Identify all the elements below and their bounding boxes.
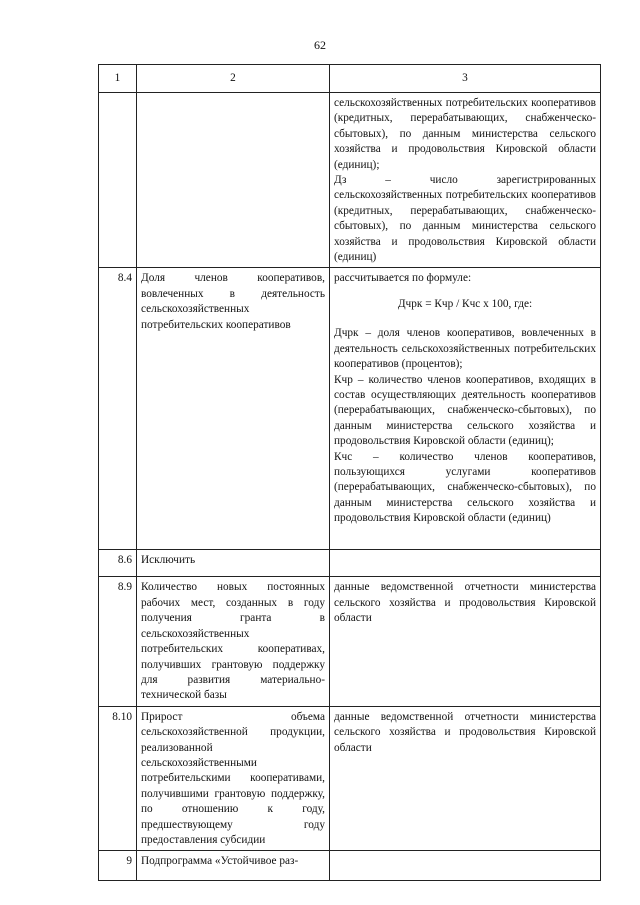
table-header-row <box>99 65 601 93</box>
table-row <box>99 577 601 706</box>
indicator-description <box>330 550 601 577</box>
column-header: 1 <box>99 65 137 93</box>
table-row <box>99 93 601 268</box>
indicator-name <box>137 93 330 268</box>
description-paragraph: Дз – число зарегистрированных сельскохозяйственных потребительских кооперативов (кредитных, перерабатывающих, снабженческо-сбытовых), по данным министерства сельского хозяйства и продовольствия Кировской области (единиц) <box>334 174 596 264</box>
description-paragraph: Кчс – количество членов кооперативов, пользующихся услугами кооперативов (перерабатывающих, снабженческо-сбытовых), по данным министерства сельского хозяйства и продовольствия Кировской области (единиц) <box>334 450 596 525</box>
table-row <box>99 851 601 881</box>
row-number: 9 <box>99 851 137 881</box>
table-row <box>99 550 601 577</box>
indicator-description <box>330 93 601 268</box>
formula: Дчрк = Кчр / Кчс х 100, где: <box>397 297 533 310</box>
indicator-description: данные ведомственной отчетности министерства сельского хозяйства и продовольствия Кировской области <box>330 706 601 851</box>
row-number: 8.9 <box>99 577 137 706</box>
table-row <box>99 706 601 851</box>
indicator-description: данные ведомственной отчетности министерства сельского хозяйства и продовольствия Кировской области <box>330 577 601 706</box>
row-number: 8.4 <box>99 268 137 550</box>
row-number <box>99 93 137 268</box>
description-paragraph: сельскохозяйственных потребительских кооперативов (кредитных, перерабатывающих, снабженческо-сбытовых), по данным министерства сельского хозяйства и продовольствия Кировской области (единиц); <box>334 97 596 171</box>
description-paragraph: Дчрк – доля членов кооперативов, вовлеченных в деятельность сельскохозяйственных потребительских кооперативов (процентов); <box>334 327 596 371</box>
page-number: 62 <box>314 38 326 52</box>
column-header: 2 <box>137 65 330 93</box>
description-paragraph: Кчр – количество членов кооперативов, входящих в состав осуществляющих деятельность кооперативов (перерабатывающих, снабженческо-сбытовых), по данным министерства сельского хозяйства и продовольствия Кировской области (единиц); <box>334 373 596 448</box>
indicator-name: Количество новых постоянных рабочих мест, созданных в году получения гранта в сельскохозяйственных потребительских кооперативах, получивших грантовую поддержку для развития материально-технической базы <box>137 577 330 706</box>
indicator-name: Подпрограмма «Устойчивое раз- <box>137 851 330 881</box>
indicator-table <box>98 64 601 881</box>
indicator-description <box>330 851 601 881</box>
indicator-name: Доля членов кооперативов, вовлеченных в деятельность сельскохозяйственных потребительских кооперативов <box>137 268 330 550</box>
row-number: 8.6 <box>99 550 137 577</box>
indicator-description <box>330 268 601 550</box>
description-intro: рассчитывается по формуле: <box>334 272 472 285</box>
indicator-name: Исключить <box>137 550 330 577</box>
table-row <box>99 268 601 550</box>
row-number: 8.10 <box>99 706 137 851</box>
column-header: 3 <box>330 65 601 93</box>
indicator-name: Прирост объема сельскохозяйственной продукции, реализованной сельскохозяйственными потребительскими кооперативами, получившими грантовую поддержку, по отношению к году, предшествующему году предоставления субсидии <box>137 706 330 851</box>
